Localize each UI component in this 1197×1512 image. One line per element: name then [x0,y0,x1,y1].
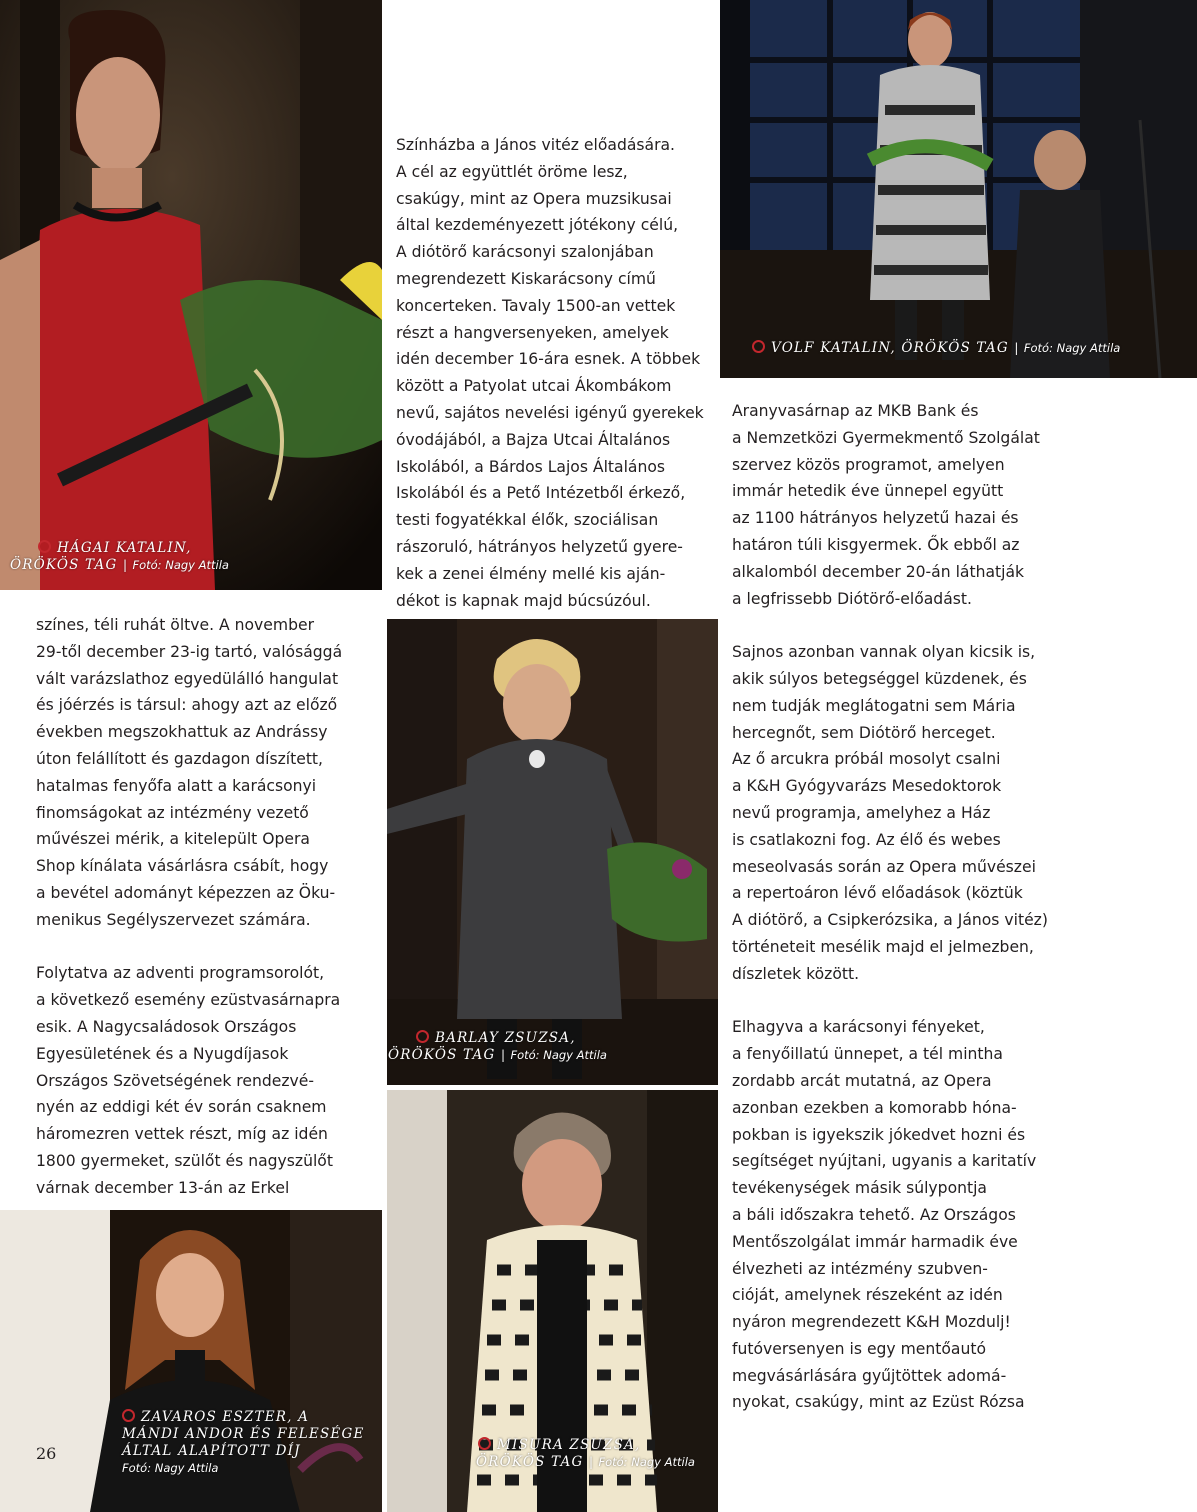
paragraph: Elhagyva a karácsonyi fényeket, a fenyőillatú ünnepet, a tél mintha zordabb arcát mutatná, az Opera azonban ezekben a komorabb hóna- pokban is igyekszik jókedvet hozni és segítséget nyújtani, ugyanis a karitatív tevékenységek másik súlypontja a báli időszakra tehető. Az Országos Mentőszolgálat immár harmadik éve élvezheti az intézmény szubven- cióját, amelynek részeként az idén nyáron megrendezett K&H Mozdulj! futóversenyen is egy mentőautó megvásárlására gyűjtöttek adomá- nyokat, csakúgy, mint az Ezüst Rózsa [732,1018,1037,1412]
caption-hagai: HÁGAI KATALIN, ÖRÖKÖS TAG | Fotó: Nagy Attila [10,540,229,573]
caption-misura: MISURA ZSUZSA, ÖRÖKÖS TAG | Fotó: Nagy Attila [476,1437,695,1470]
photo-volf-katalin [720,0,1197,378]
paragraph: Sajnos azonban vannak olyan kicsik is, akik súlyos betegséggel küzdenek, és nem tudják meglátogatni sem Mária hercegnőt, sem Diótörő herceget. Az ő arcukra próbál mosolyt csalni a K&H Gyógyvarázs Mesedoktorok nevű programja, amelyhez a Ház is csatlakozni fog. Az élő és webes meseolvasás során az Opera művészei a repertoáron lévő előadások (köztük A diótörő, a Csipkerózsika, a János vitéz) történeteit mesélik majd el jelmezben, díszletek között. [732,643,1048,983]
paragraph: Színházba a János vitéz előadására. A cél az együttlét öröme lesz, csakúgy, mint az Opera muzsikusai által kezdeményezett jótékony célú, A diótörő karácsonyi szalonjában megrendezett Kiskarácsony című koncerteken. Tavaly 1500-an vettek részt a hangversenyeken, amelyek idén december 16-ára esnek. A többek között a Patyolat utcai Ákombákom nevű, sajátos nevelési igényű gyerekek óvodájából, a Bajza Utcai Általános Iskolából, a Bárdos Lajos Általános Iskolából és a Pető Intézetből érkező, testi fogyatékkal élők, szociálisan rászoruló, hátrányos helyzetű gyere- kek a zenei élmény mellé kis aján- dékot is kapnak majd búcsúzóul. [396,136,704,610]
caption-marker-icon [122,1409,135,1422]
caption-marker-icon [416,1030,429,1043]
article-column-3 [732,398,1052,1416]
paragraph: színes, téli ruhát öltve. A november 29-től december 23-ig tartó, valósággá vált varázslathoz egyedülálló hangulat és jóérzés is társul: ahogy azt az előző években megszokhattuk az Andrássy úton felállított és gazdagon díszített, hatalmas fenyőfa alatt a karácsonyi finomságokat az intézmény vezető művészei mérik, a kitelepült Opera Shop kínálata vásárlásra csábít, hogy a bevétel adományt képezzen az Öku- menikus Segélyszervezet számára. [36,616,343,929]
caption-marker-icon [478,1437,491,1450]
article-column-2 [396,132,716,614]
paragraph: Folytatva az adventi programsorolót, a következő esemény ezüstvasárnapra esik. A Nagycsaládosok Országos Egyesületének és a Nyugdíjasok Országos Szövetségének rendezvé- nyén az eddigi két év során csaknem háromezren vettek részt, míg az idén 1800 gyermeket, szülőt és nagyszülőt várnak december 13-án az Erkel [36,964,341,1197]
caption-volf: VOLF KATALIN, ÖRÖKÖS TAG | Fotó: Nagy Attila [752,340,1120,357]
caption-barlay: BARLAY ZSUZSA, ÖRÖKÖS TAG | Fotó: Nagy Attila [388,1030,607,1063]
page-number: 26 [36,1444,57,1463]
photo-hagai-katalin [0,0,382,590]
paragraph: Aranyvasárnap az MKB Bank és a Nemzetközi Gyermekmentő Szolgálat szervez közös programot, amelyen immár hetedik éve ünnepel együtt az 1100 hátrányos helyzetű hazai és határon túli kisgyermek. Ők ebből az alkalomból december 20-án láthatják a legfrissebb Diótörő-előadást. [732,402,1040,608]
caption-marker-icon [752,340,765,353]
photo-barlay-zsuzsa [387,619,718,1085]
caption-zavaros: ZAVAROS ESZTER, A MÁNDI ANDOR ÉS FELESÉGE ÁLTAL ALAPÍTOTT DÍJ Fotó: Nagy Attila [122,1409,365,1475]
article-column-1 [36,612,376,1202]
caption-marker-icon [38,540,51,553]
